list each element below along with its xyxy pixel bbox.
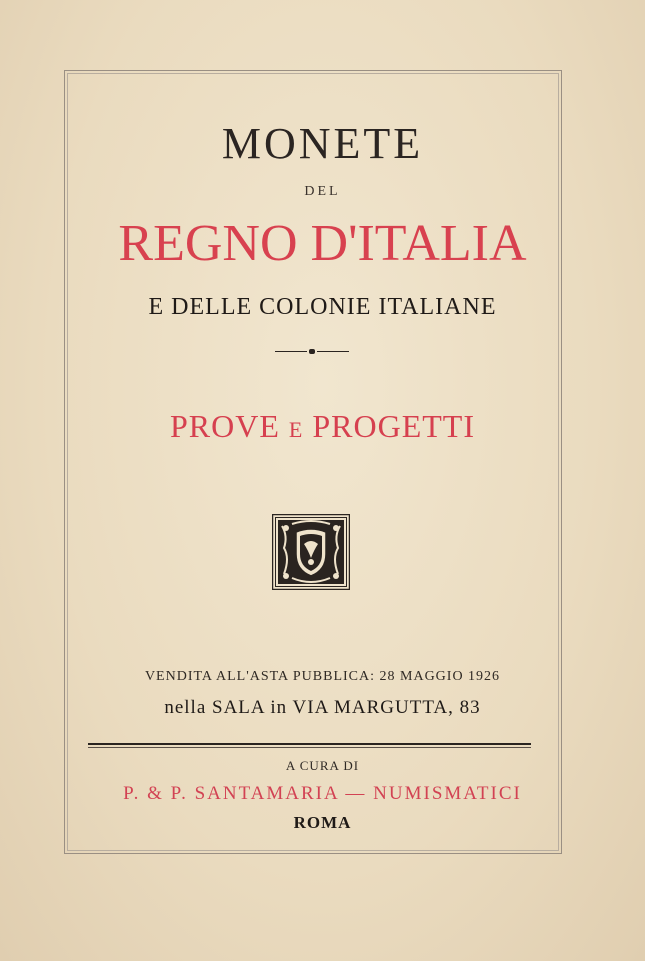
subtitle-connector: E (288, 417, 304, 442)
double-rule-top (88, 743, 531, 745)
auction-date-line: VENDITA ALL'ASTA PUBBLICA: 28 MAGGIO 1926 (144, 669, 501, 684)
subtitle-prove: PROVE (169, 408, 280, 444)
subtitle-prove-e-progetti (0, 408, 645, 445)
divider-ornament-icon (275, 350, 349, 354)
title-monete: MONETE (221, 119, 424, 168)
auction-venue-line: nella SALA in VIA MARGUTTA, 83 (164, 697, 481, 718)
ornamental-shield-emblem-icon (272, 514, 350, 590)
publisher-name: P. & P. SANTAMARIA — NUMISMATICI (123, 783, 522, 804)
title-del: DEL (304, 184, 341, 199)
title-colonie: E DELLE COLONIE ITALIANE (148, 294, 497, 320)
publisher-city: ROMA (293, 813, 352, 832)
publisher-intro: A CURA DI (285, 758, 360, 773)
subtitle-progetti: PROGETTI (312, 408, 475, 444)
double-rule-bottom (88, 747, 531, 748)
title-regno-d-italia: REGNO D'ITALIA (118, 215, 527, 272)
